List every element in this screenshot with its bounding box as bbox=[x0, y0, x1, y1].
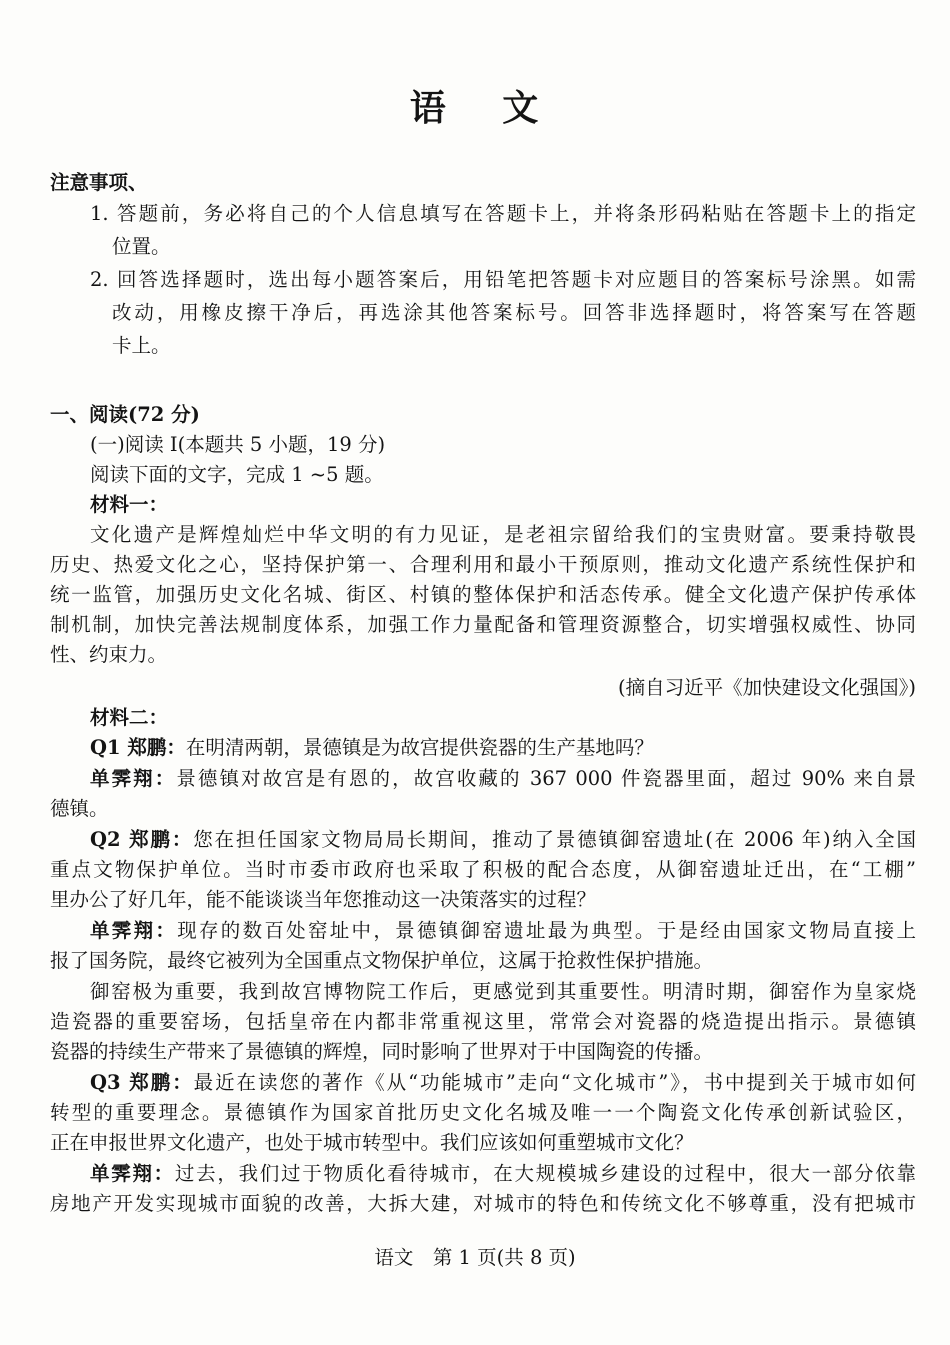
notice-item-2-line-3: 卡上。 bbox=[112, 334, 171, 357]
q1-speaker: Q1 郑鹏： bbox=[90, 736, 186, 759]
a1-speaker: 单霁翔： bbox=[90, 767, 177, 790]
q3-line-2: 转型的重要理念。景德镇作为国家首批历史文化名城及唯一一个陶瓷文化传承创新试验区， bbox=[50, 1101, 916, 1124]
q2-speaker: Q2 郑鹏： bbox=[90, 828, 194, 851]
page-footer: 语文 第 1 页(共 8 页) bbox=[374, 1246, 576, 1269]
notice-item-1-line-2: 位置。 bbox=[112, 235, 171, 258]
q2-line-2: 重点文物保护单位。当时市委市政府也采取了积极的配合态度，从御窑遗址迁出，在“工棚” bbox=[50, 858, 916, 881]
q2-line-1 bbox=[90, 825, 916, 855]
q3-text-1: 最近在读您的著作《从“功能城市”走向“文化城市”》，书中提到关于城市如何 bbox=[193, 1071, 916, 1094]
q1 bbox=[90, 733, 654, 763]
imperial-line-3: 瓷器的持续生产带来了景德镇的辉煌，同时影响了世界对于中国陶瓷的传播。 bbox=[50, 1040, 714, 1063]
q3-line-3: 正在申报世界文化遗产，也处于城市转型中。我们应该如何重塑城市文化？ bbox=[50, 1131, 694, 1154]
a3-line-2: 房地产开发实现城市面貌的改善，大拆大建，对城市的特色和传统文化不够尊重，没有把城市 bbox=[50, 1192, 916, 1215]
material1-source: (摘自习近平《加快建设文化强国》) bbox=[618, 676, 916, 699]
material2-label: 材料二： bbox=[90, 706, 169, 729]
a2-line-2: 报了国务院，最终它被列为全国重点文物保护单位，这属于抢救性保护措施。 bbox=[50, 949, 714, 972]
notice-item-2-line-1: 2. 回答选择题时，选出每小题答案后，用铅笔把答题卡对应题目的答案标号涂黑。如需 bbox=[90, 268, 916, 291]
a2-speaker: 单霁翔： bbox=[90, 919, 178, 942]
page-title: 语 文 bbox=[409, 87, 541, 129]
a1-line-1 bbox=[90, 764, 916, 794]
a1-text-1: 景德镇对故宫是有恩的，故宫收藏的 367 000 件瓷器里面，超过 90% 来自景 bbox=[176, 767, 916, 790]
notice-item-1-line-1: 1. 答题前，务必将自己的个人信息填写在答题卡上，并将条形码粘贴在答题卡上的指定 bbox=[90, 202, 916, 225]
q3-speaker: Q3 郑鹏： bbox=[90, 1071, 194, 1094]
a3-text-1: 过去，我们过于物质化看待城市，在大规模城乡建设的过程中，很大一部分依靠 bbox=[174, 1162, 916, 1185]
a3-line-1 bbox=[90, 1159, 916, 1189]
section-sub-heading: (一)阅读 I(本题共 5 小题，19 分) bbox=[90, 433, 386, 456]
q1-text: 在明清两朝，景德镇是为故宫提供瓷器的生产基地吗？ bbox=[185, 736, 654, 759]
material1-line-1: 文化遗产是辉煌灿烂中华文明的有力见证，是老祖宗留给我们的宝贵财富。要秉持敬畏 bbox=[90, 523, 916, 546]
a3-speaker: 单霁翔： bbox=[90, 1162, 175, 1185]
material1-label: 材料一： bbox=[90, 493, 169, 516]
material1-line-5: 性、约束力。 bbox=[50, 643, 168, 666]
imperial-line-2: 造瓷器的重要窑场，包括皇帝在内都非常重视这里，常常会对瓷器的烧造提出指示。景德镇 bbox=[50, 1010, 916, 1033]
notice-heading: 注意事项、 bbox=[50, 171, 148, 194]
section-instruction: 阅读下面的文字，完成 1 ~5 题。 bbox=[90, 463, 384, 486]
notice-item-2-line-2: 改动，用橡皮擦干净后，再选涂其他答案标号。回答非选择题时，将答案写在答题 bbox=[112, 301, 916, 324]
imperial-line-1: 御窑极为重要，我到故宫博物院工作后，更感觉到其重要性。明清时期，御窑作为皇家烧 bbox=[90, 980, 916, 1003]
q2-text-1: 您在担任国家文物局局长期间，推动了景德镇御窑遗址(在 2006 年)纳入全国 bbox=[193, 828, 916, 851]
a2-line-1 bbox=[90, 916, 916, 946]
a1-line-2: 德镇。 bbox=[50, 797, 109, 820]
section-heading: 一、阅读(72 分) bbox=[50, 403, 200, 426]
material1-line-3: 统一监管，加强历史文化名城、街区、村镇的整体保护和活态传承。健全文化遗产保护传承体 bbox=[50, 583, 916, 606]
material1-line-4: 制机制，加快完善法规制度体系，加强工作力量配备和管理资源整合，切实增强权威性、协同 bbox=[50, 613, 916, 636]
a2-text-1: 现存的数百处窑址中，景德镇御窑遗址最为典型。于是经由国家文物局直接上 bbox=[177, 919, 916, 942]
material1-line-2: 历史、热爱文化之心，坚持保护第一、合理利用和最小干预原则，推动文化遗产系统性保护和 bbox=[50, 553, 916, 576]
q3-line-1 bbox=[90, 1068, 916, 1098]
q2-line-3: 里办公了好几年，能不能谈谈当年您推动这一决策落实的过程？ bbox=[50, 888, 597, 911]
